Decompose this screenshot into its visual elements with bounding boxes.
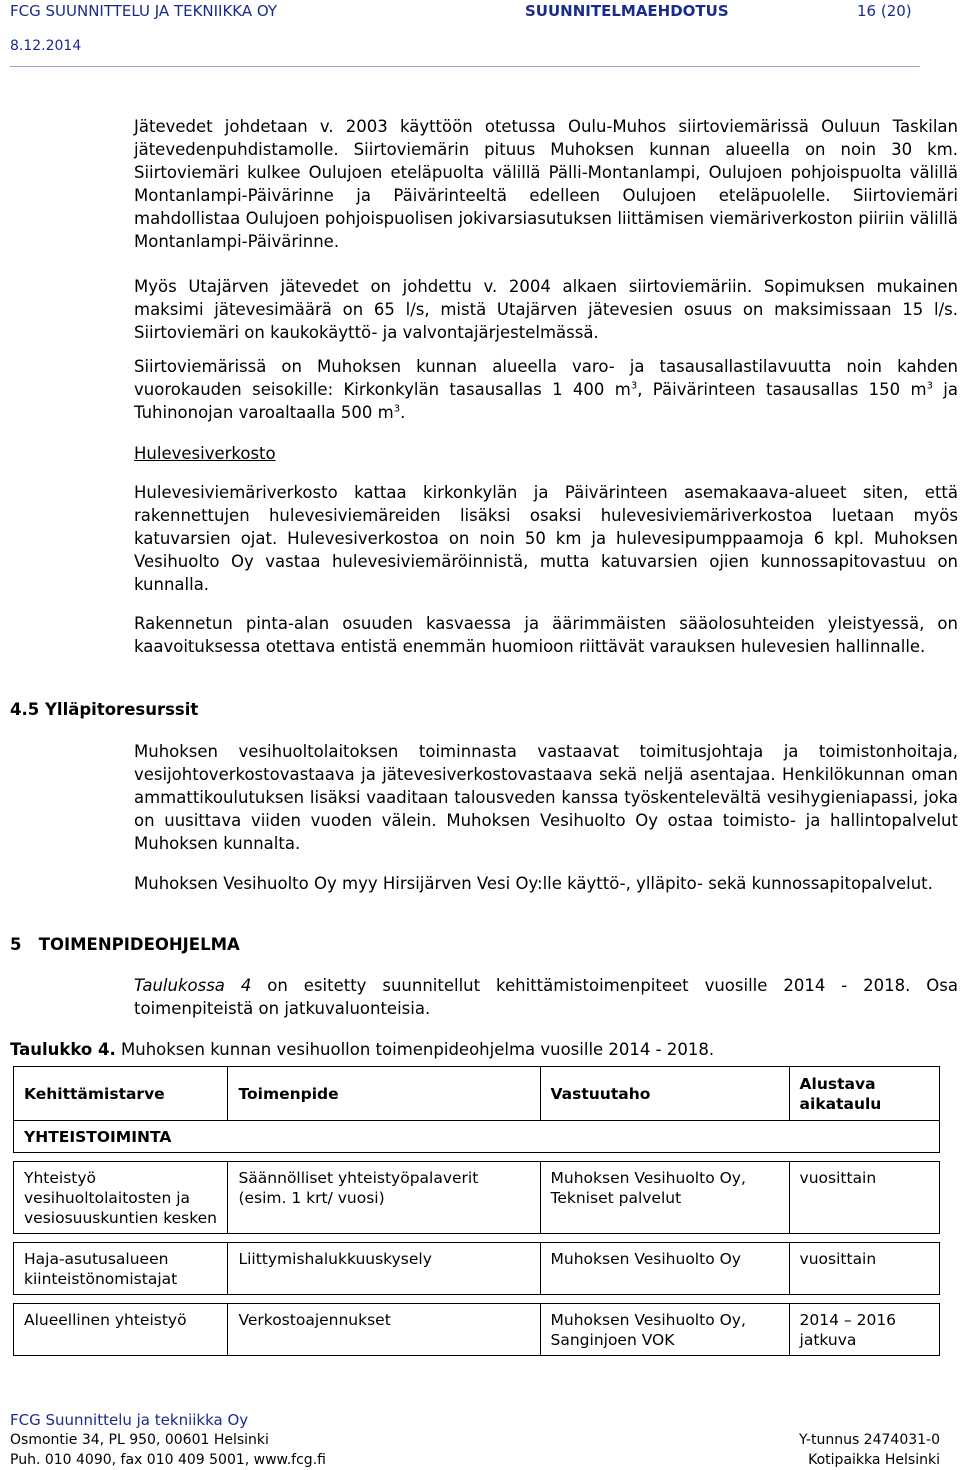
table-caption: Taulukko 4. Muhoksen kunnan vesihuollon toimenpideohjelma vuosille 2014 - 2018. <box>10 1040 715 1059</box>
footer-company: FCG Suunnittelu ja tekniikka Oy <box>10 1411 249 1429</box>
header-company: FCG SUUNNITTELU JA TEKNIIKKA OY <box>10 2 278 20</box>
paragraph-siirtoviemari: Jätevedet johdetaan v. 2003 käyttöön otetussa Oulu-Muhos siirtoviemärissä Ouluun Taskilan jätevedenpuhdistamolle. Siirtoviemärin pituus Muhoksen kunnan alueella on noin 30 km. Siirtoviemäri kulkee Oulujoen eteläpuolta välillä Pälli-Montanlampi, Oulujoen pohjoispuolta välillä Montanlampi-Päivärinne ja Päivärinteeltä edelleen Oulujoen eteläpuolelle. Siirtoviemäri mahdollistaa Oulujoen pohjoispuolisen jokivarsiasutuksen liittämisen viemäriverkoston piiriin välillä Montanlampi-Päivärinne. <box>134 117 958 251</box>
table-cell: vuosittain <box>789 1243 939 1295</box>
paragraph-palvelut: Muhoksen Vesihuolto Oy myy Hirsijärven Vesi Oy:lle käyttö-, ylläpito- sekä kunnossapitopalvelut. <box>134 874 933 893</box>
page-footer <box>10 1410 940 1470</box>
heading-yllapitoresurssit: 4.5 Ylläpitoresurssit <box>10 700 199 719</box>
table-cell: Haja-asutusalueen kiinteistönomistajat <box>14 1243 228 1295</box>
table-cell: vuosittain <box>789 1162 939 1234</box>
col-header: Toimenpide <box>228 1067 540 1121</box>
table-header-row <box>14 1067 940 1121</box>
col-header: Kehittämistarve <box>14 1067 228 1121</box>
table-cell: Muhoksen Vesihuolto Oy, Tekniset palvelut <box>540 1162 789 1234</box>
paragraph-rakennettu: Rakennetun pinta-alan osuuden kasvaessa ja äärimmäisten sääolosuhteiden yleistyessä, on kaavoituksessa otettava entistä enemmän huomioon riittävät varauksen hulevesien hallinnalle. <box>134 614 958 656</box>
table-spacer <box>14 1234 940 1243</box>
heading-toimenpideohjelma: 5 TOIMENPIDEOHJELMA <box>10 935 240 954</box>
header-divider <box>10 66 920 67</box>
footer-domicile: Kotipaikka Helsinki <box>808 1452 940 1468</box>
heading-hulevesiverkosto: Hulevesiverkosto <box>134 444 276 463</box>
table-spacer <box>14 1153 940 1162</box>
footer-address: Osmontie 34, PL 950, 00601 Helsinki <box>10 1432 269 1448</box>
col-header: Vastuutaho <box>540 1067 789 1121</box>
page-header <box>0 0 960 70</box>
header-doc-type: SUUNNITELMAEHDOTUS <box>525 2 729 20</box>
header-page-number: 16 (20) <box>857 2 912 20</box>
table-cell: 2014 – 2016 jatkuva <box>789 1304 939 1356</box>
table-row <box>14 1162 940 1234</box>
section-label: YHTEISTOIMINTA <box>14 1121 940 1153</box>
paragraph-hulevesi: Hulevesiviemäriverkosto kattaa kirkonkylän ja Päivärinteen asemakaava-alueet siten, että rakennettujen hulevesiviemäreiden lisäksi osaksi hulevesiviemäriverkostoa luetaan myös katuvarsien ojat. Hulevesiverkostoa on noin 50 km ja hulevesipumppaamoja 6 kpl. Muhoksen Vesihuolto Oy vastaa hulevesiviemäröinnistä, mutta katuvarsien ojien kunnossapitovastuu on kunnalla. <box>134 483 958 594</box>
paragraph-utajarvi: Myös Utajärven jätevedet on johdettu v. 2004 alkaen siirtoviemäriin. Sopimuksen mukainen maksimi jätevesimäärä on 65 l/s, mistä Utajärven jätevesien osuus on maksimissaan 15 l/s. Siirtoviemäri on kaukokäyttö- ja valvontajärjestelmässä. <box>134 277 958 342</box>
table-cell: Muhoksen Vesihuolto Oy, Sanginjoen VOK <box>540 1304 789 1356</box>
col-header: Alustava aikataulu <box>789 1067 939 1121</box>
table-cell: Alueellinen yhteistyö <box>14 1304 228 1356</box>
footer-phone: Puh. 010 4090, fax 010 409 5001, www.fcg.fi <box>10 1452 326 1468</box>
table-row <box>14 1304 940 1356</box>
paragraph-tasausaltaat: Siirtoviemärissä on Muhoksen kunnan alueella varo- ja tasausallastilavuutta noin kahden vuorokauden seisokille: Kirkonkylän tasausallas 1 400 $m^3$, Päivärinteen tasausallas 150 $m^3$ ja Tuhinonojan varoaltaalla 500 $m^3$. <box>134 357 958 422</box>
table-cell: Verkostoajennukset <box>228 1304 540 1356</box>
table-cell: Yhteistyö vesihuoltolaitosten ja vesiosuuskuntien kesken <box>14 1162 228 1234</box>
action-plan-table <box>13 1066 940 1356</box>
table-spacer <box>14 1295 940 1304</box>
table-cell: Säännölliset yhteistyöpalaverit (esim. 1 krt/ vuosi) <box>228 1162 540 1234</box>
paragraph-taulukko-intro: Taulukossa 4 on esitetty suunnitellut kehittämistoimenpiteet vuosille 2014 - 2018. Osa toimenpiteistä on jatkuvaluonteisia. <box>134 976 959 1018</box>
table-row <box>14 1243 940 1295</box>
footer-business-id: Y-tunnus 2474031-0 <box>799 1432 940 1448</box>
table-section-row <box>14 1121 940 1153</box>
table-cell: Liittymishalukkuuskysely <box>228 1243 540 1295</box>
header-date: 8.12.2014 <box>10 38 82 54</box>
paragraph-henkilokunta: Muhoksen vesihuoltolaitoksen toiminnasta vastaavat toimitusjohtaja ja toimistonhoitaja, vesijohtoverkostovastaava ja jätevesiverkostovastaava sekä neljä asentajaa. Henkilökunnan oman ammattikoulutuksen lisäksi vaaditaan talousveden kanssa työskentelevältä vesihygieniapassi, joka on uusittava viiden vuoden välein. Muhoksen Vesihuolto Oy ostaa toimisto- ja hallintopalvelut Muhoksen kunnalta. <box>134 742 958 853</box>
table-cell: Muhoksen Vesihuolto Oy <box>540 1243 789 1295</box>
